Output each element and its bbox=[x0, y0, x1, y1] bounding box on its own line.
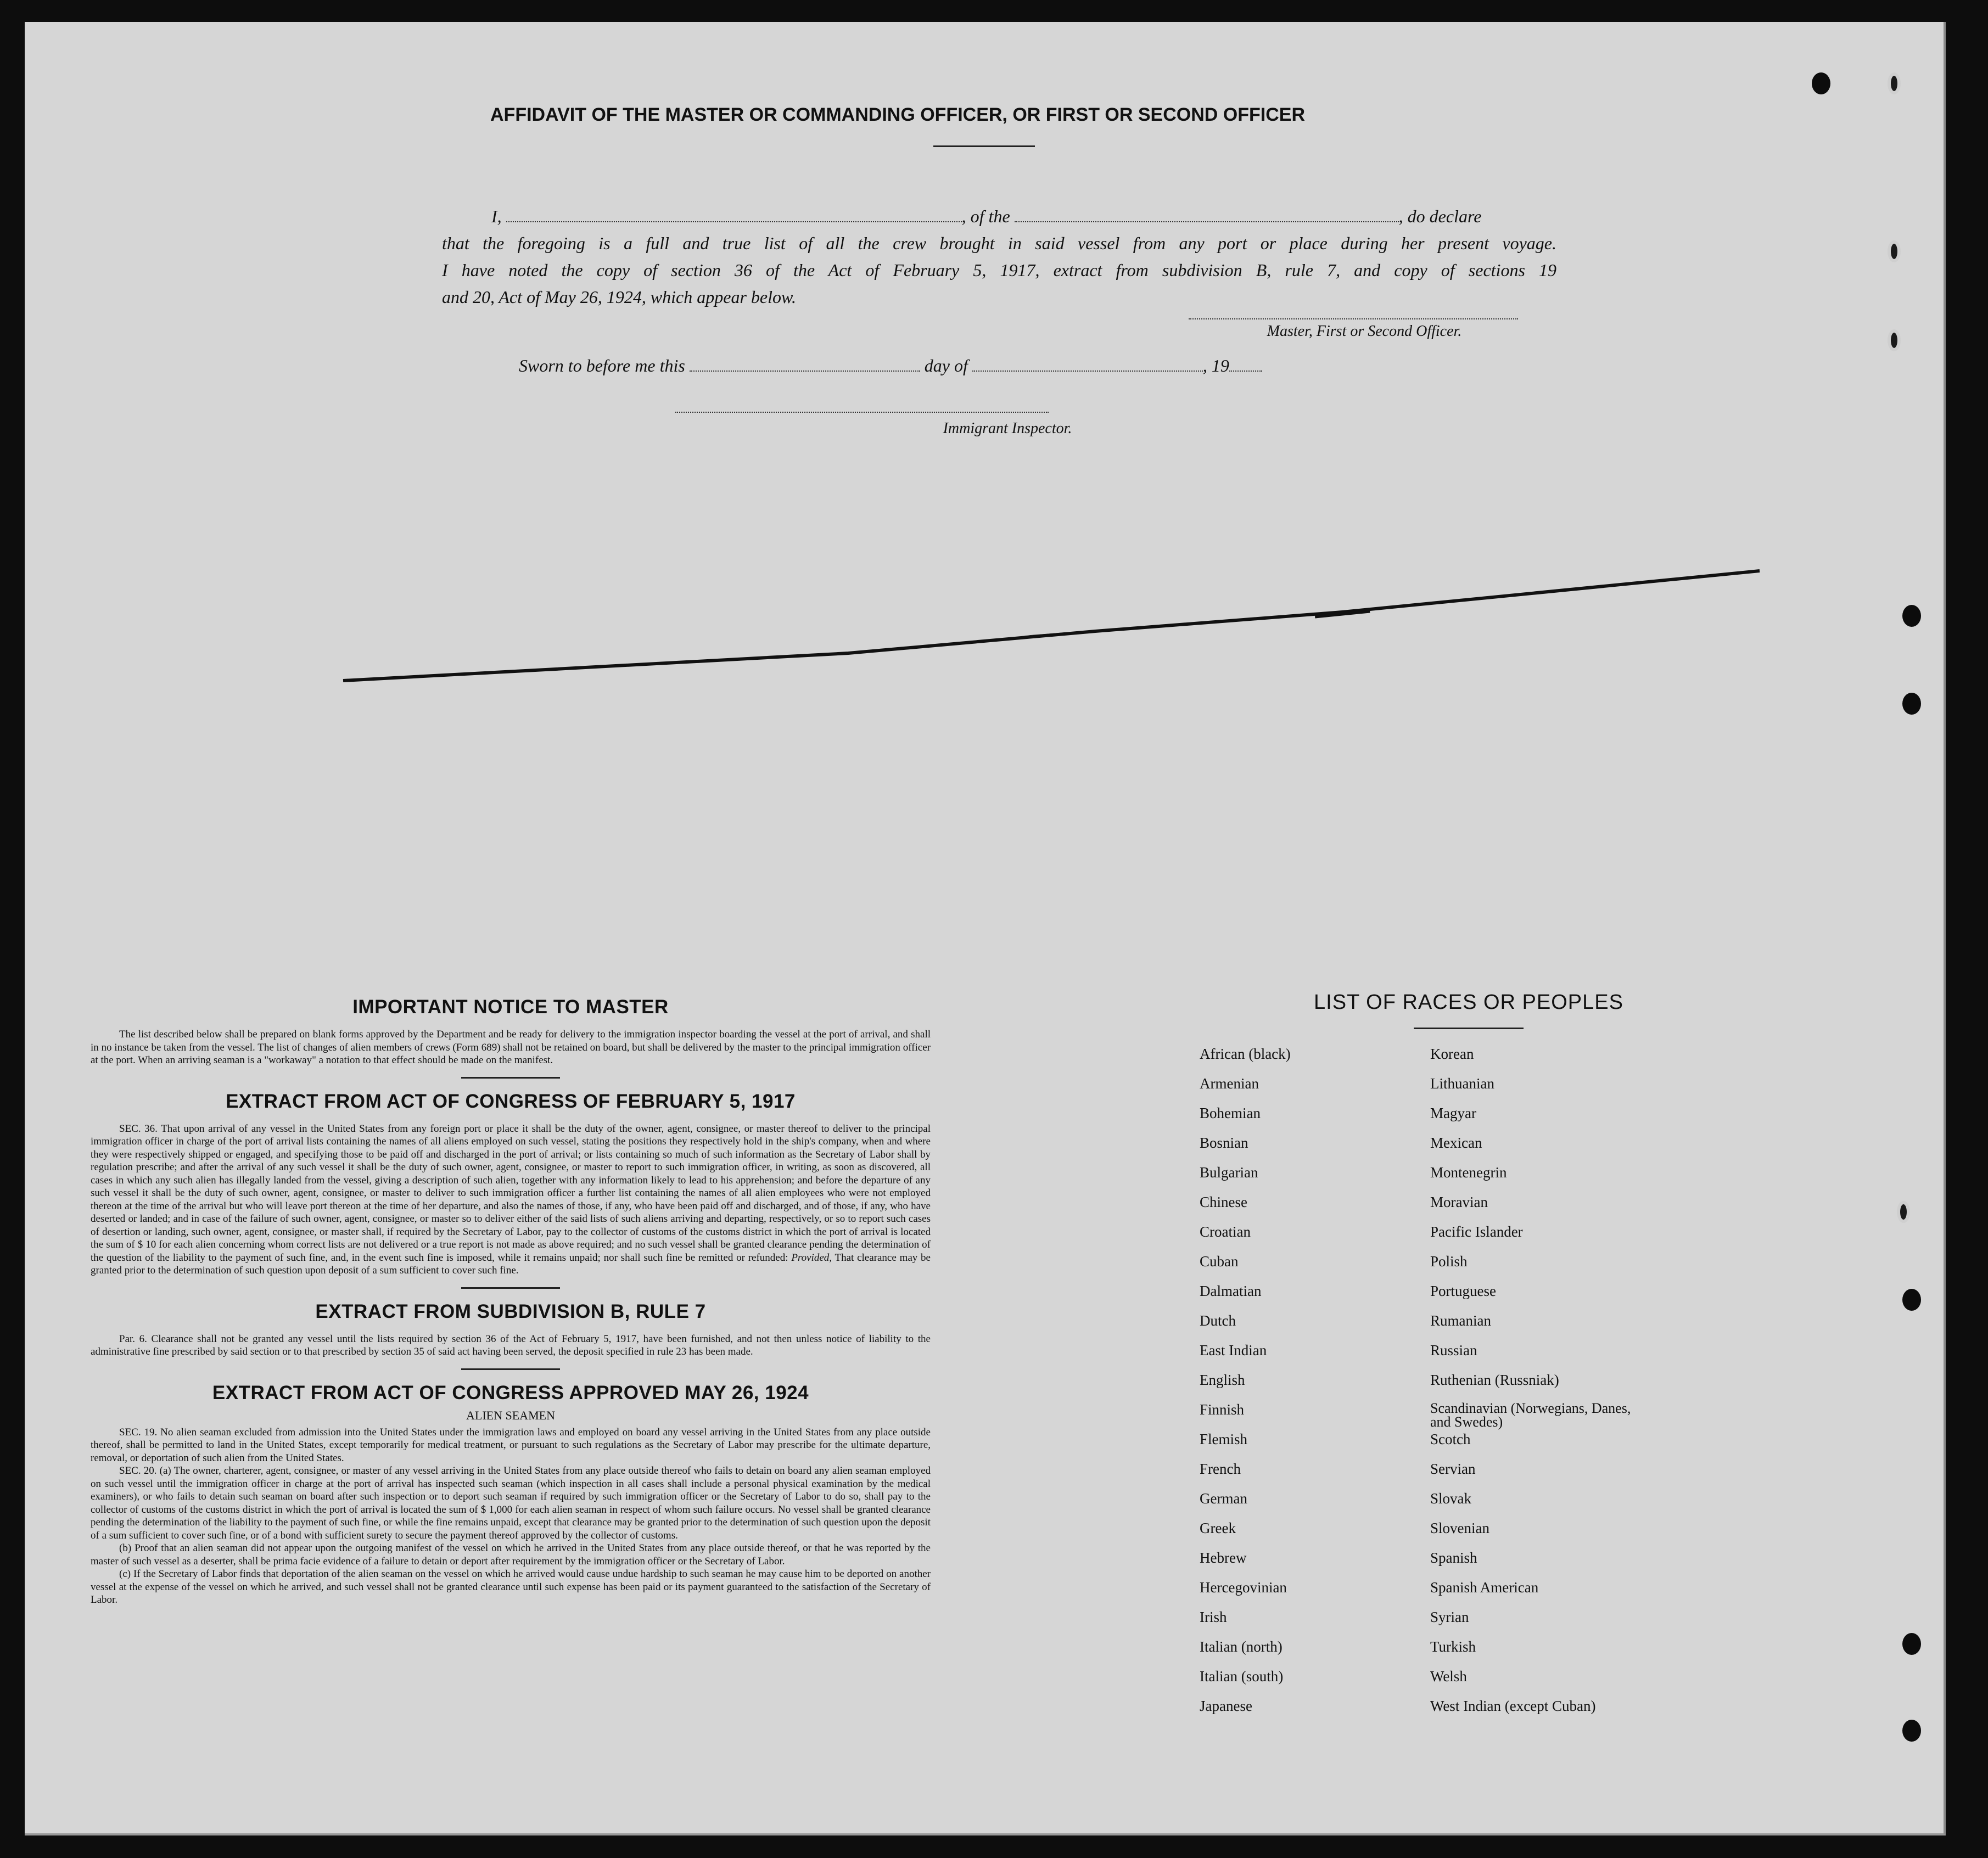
declaration-line-1: that the foregoing is a full and true list of all the crew brought in said vessel from any port or place during her present voyage. bbox=[442, 233, 1556, 253]
race-item: West Indian (except Cuban) bbox=[1430, 1698, 1596, 1714]
race-item: Italian (south) bbox=[1200, 1668, 1284, 1685]
document-sheet bbox=[25, 22, 1946, 1835]
race-column-left bbox=[1200, 1046, 1441, 1727]
race-item: Slovak bbox=[1430, 1490, 1472, 1507]
race-item: Welsh bbox=[1430, 1668, 1467, 1685]
section-divider bbox=[461, 1368, 560, 1370]
race-item: Irish bbox=[1200, 1609, 1227, 1625]
name-field[interactable] bbox=[506, 208, 962, 222]
race-item: Moravian bbox=[1430, 1194, 1488, 1210]
day-of-label: day of bbox=[924, 356, 968, 375]
of-the-label: , of the bbox=[961, 206, 1010, 226]
sec20c-body: (c) If the Secretary of Labor finds that deportation of the alien seaman on the vessel on which he arrived would cause undue hardship to such seaman he may cause him to be deported on another vessel at the expense of the vessel on which he arrived, and such vessel shall not be granted clearance until such expense has been paid or its payment guaranteed to the satisfaction of the Secretary of Labor. bbox=[91, 1568, 931, 1606]
race-item: Scandinavian (Norwegians, Danes, and Swedes) bbox=[1430, 1400, 1631, 1430]
inspector-signature-field[interactable] bbox=[675, 412, 1049, 413]
alien-seamen-subtitle: ALIEN SEAMEN bbox=[466, 1408, 555, 1422]
sworn-day-field[interactable] bbox=[690, 357, 920, 372]
race-item: Lithuanian bbox=[1430, 1075, 1494, 1092]
inspector-label: Immigrant Inspector. bbox=[943, 420, 1072, 437]
extract-1917-body bbox=[91, 1122, 931, 1277]
sec20b-body: (b) Proof that an alien seaman did not appear upon the outgoing manifest of the vessel on which he arrived in the United States from any place outside thereof, or that he was reported by the master of such vessel as a deserter, shall be prima facie evidence of a failure to detain or deport after requirement by the immigration officer or the Secretary of Labor. bbox=[91, 1542, 931, 1567]
race-item: African (black) bbox=[1200, 1046, 1291, 1062]
race-item: Montenegrin bbox=[1430, 1164, 1507, 1181]
race-item: East Indian bbox=[1200, 1342, 1267, 1359]
sec19-body: SEC. 19. No alien seaman excluded from admission into the United States under the immigration laws and employed on board any vessel arriving in the United States from any place outside thereof, shall be permitted to land in the United States, except temporarily for medical treatment, or pursuant to such regulations as the Secretary of Labor may prescribe for the ultimate departure, removal, or deportation of such alien from the United States. bbox=[91, 1426, 931, 1464]
declaration-line-2: I have noted the copy of section 36 of the Act of February 5, 1917, extract from subdivision B, rule 7, and copy of sections 19 bbox=[442, 260, 1556, 280]
race-item: Servian bbox=[1430, 1461, 1476, 1477]
races-list bbox=[1194, 991, 1743, 1770]
race-item: Finnish bbox=[1200, 1401, 1245, 1418]
race-item: Turkish bbox=[1430, 1638, 1476, 1655]
race-item: Bohemian bbox=[1200, 1105, 1261, 1121]
race-item: Japanese bbox=[1200, 1698, 1252, 1714]
race-item: Hebrew bbox=[1200, 1550, 1247, 1566]
sworn-label: Sworn to before me this bbox=[519, 356, 685, 375]
race-item: Hercegovinian bbox=[1200, 1579, 1287, 1596]
extract-1917-title: EXTRACT FROM ACT OF CONGRESS OF FEBRUARY 5, 1917 bbox=[226, 1090, 796, 1112]
master-signature-label: Master, First or Second Officer. bbox=[1267, 323, 1462, 340]
legal-notices bbox=[91, 996, 931, 1607]
race-item: Armenian bbox=[1200, 1075, 1259, 1092]
title-rule bbox=[933, 145, 1035, 147]
i-label: I, bbox=[491, 206, 502, 226]
race-item: Spanish American bbox=[1430, 1579, 1539, 1596]
race-item: Rumanian bbox=[1430, 1312, 1491, 1329]
races-rule bbox=[1414, 1028, 1524, 1029]
declaration-line-3: and 20, Act of May 26, 1924, which appear below. bbox=[442, 287, 796, 307]
race-item: Chinese bbox=[1200, 1194, 1247, 1210]
race-item: Flemish bbox=[1200, 1431, 1248, 1447]
race-item: Dalmatian bbox=[1200, 1283, 1262, 1299]
race-item: German bbox=[1200, 1490, 1247, 1507]
section-divider bbox=[461, 1077, 560, 1079]
rule7-body: Par. 6. Clearance shall not be granted any vessel until the lists required by section 36 of the Act of February 5, 1917, have been furnished, and not then unless notice of liability to the administrative fine prescribed by said section or to that prescribed by section 35 of said act having been served, the deposit specified in rule 23 has been made. bbox=[91, 1333, 931, 1357]
race-item: English bbox=[1200, 1372, 1245, 1388]
master-signature-field[interactable] bbox=[1189, 318, 1518, 319]
race-item: Dutch bbox=[1200, 1312, 1236, 1329]
races-title: LIST OF RACES OR PEOPLES bbox=[1314, 991, 1623, 1014]
notice-title: IMPORTANT NOTICE TO MASTER bbox=[352, 996, 669, 1018]
race-item: Slovenian bbox=[1430, 1520, 1489, 1536]
race-item: French bbox=[1200, 1461, 1241, 1477]
race-item: Russian bbox=[1430, 1342, 1477, 1359]
race-item: Portuguese bbox=[1430, 1283, 1496, 1299]
race-item: Italian (north) bbox=[1200, 1638, 1283, 1655]
extract-1924-title: EXTRACT FROM ACT OF CONGRESS APPROVED MAY 26, 1924 bbox=[212, 1382, 809, 1404]
race-item: Syrian bbox=[1430, 1609, 1469, 1625]
sec36-end: That clearance may be granted prior to the determination of such question upon deposit of a sum sufficient to cover such fine. bbox=[91, 1251, 931, 1276]
race-columns bbox=[1194, 1046, 1743, 1770]
race-item: Greek bbox=[1200, 1520, 1236, 1536]
race-item: Croatian bbox=[1200, 1223, 1251, 1240]
sworn-year-field[interactable] bbox=[1229, 357, 1262, 372]
year-label: , 19 bbox=[1202, 356, 1229, 375]
sworn-month-field[interactable] bbox=[972, 357, 1203, 372]
section-divider bbox=[461, 1287, 560, 1289]
rule7-title: EXTRACT FROM SUBDIVISION B, RULE 7 bbox=[315, 1300, 706, 1322]
affidavit-body bbox=[442, 203, 1556, 311]
race-item: Cuban bbox=[1200, 1253, 1239, 1270]
do-declare-label: , do declare bbox=[1398, 206, 1482, 226]
race-item: Pacific Islander bbox=[1430, 1223, 1523, 1240]
race-item: Ruthenian (Russniak) bbox=[1430, 1372, 1559, 1388]
sec20a-body: SEC. 20. (a) The owner, charterer, agent, consignee, or master of any vessel arriving in the United States from any place outside thereof who fails to detain on board any alien seaman employed on such vessel until the immigration officer in charge at the port of arrival has inspected such seaman (which inspection in all cases shall include a personal physical examination by the medical examiners), or who fails to detain such seaman on board after such inspection or to deport such seaman if required by such immigration officer or the Secretary of Labor to do so, shall pay to the collector of customs of the customs district in which the port of arrival is located the sum of $ 1,000 for each alien seaman in respect of whom such failure occurs. No vessel shall be granted clearance pending the determination of the liability to the payment of such fine, or while the fine remains unpaid, except that clearance may be granted prior to the determination of such question upon the deposit of a sum sufficient to cover such fine, or of a bond with sufficient surety to secure the payment thereof approved by the collector of customs. bbox=[91, 1465, 931, 1541]
affidavit-title: AFFIDAVIT OF THE MASTER OR COMMANDING OFFICER, OR FIRST OR SECOND OFFICER bbox=[490, 104, 1305, 125]
race-column-right bbox=[1430, 1046, 1738, 1727]
race-item: Korean bbox=[1430, 1046, 1474, 1062]
vessel-field[interactable] bbox=[1015, 208, 1399, 222]
race-item: Polish bbox=[1430, 1253, 1468, 1270]
proviso-word: Provided, bbox=[791, 1251, 832, 1264]
race-item: Bosnian bbox=[1200, 1135, 1248, 1151]
race-item: Scotch bbox=[1430, 1431, 1471, 1447]
race-item: Spanish bbox=[1430, 1550, 1477, 1566]
race-item: Bulgarian bbox=[1200, 1164, 1258, 1181]
race-item: Magyar bbox=[1430, 1105, 1476, 1121]
race-item: Mexican bbox=[1430, 1135, 1482, 1151]
sec36-text: SEC. 36. That upon arrival of any vessel in the United States from any foreign port or place it shall be the duty of the owner, agent, consignee, or master thereof to deliver to the principal immigration officer in charge of the port of arrival lists containing the names of all aliens employed on such vessel, stating the positions they respectively hold in the ship's company, when and where they were respectively shipped or engaged, and specifying those to be paid off and discharged in the port of arrival; or lists containing so much of such information as the Secretary of Labor shall by regulation prescribe; and after the arrival of any such vessel it shall be the duty of such owner, agent, consignee, or master to report to such immigration officer, in writing, as soon as discovered, all cases in which any such alien has illegally landed from the vessel, giving a description of such alien, together with any information likely to lead to his apprehension; and before the departure of any such vessel it shall be the duty of such owner, agent, consignee, or master to deliver to such immigration officer a further list containing the names of all alien employees who were not employed thereon at the time of the arrival but who will leave port thereon at the time of her departure, and also the names of those, if any, who have been paid off and discharged, and of those, if any, who have deserted or landed; and in case of the failure of such owner, agent, consignee, or master so to deliver either of the said lists of such aliens arriving and departing, respectively, or so to report such cases of desertion or landing, such owner, agent, consignee, or master shall, if required by the Secretary of Labor, pay to the collector of customs of the customs district in which the port of arrival is located the sum of $ 10 for each alien concerning whom correct lists are not delivered or a true report is not made as above required; and no such vessel shall be granted clearance pending the determination of the question of the liability to the payment of such fine, and, in the event such fine is imposed, while it remains unpaid; nor shall such fine be remitted or refunded: bbox=[91, 1122, 931, 1264]
sworn-row bbox=[519, 356, 1342, 376]
notice-body: The list described below shall be prepared on blank forms approved by the Department and be ready for delivery to the immigration inspector boarding the vessel at the port of arrival, and shall in no instance be taken from the vessel. The list of changes of alien members of crews (Form 689) shall not be retained on board, but shall be delivered by the master to the principal immigration officer at the port. When an arriving seaman is a "workaway" a notation to that effect should be made on the manifest. bbox=[91, 1029, 931, 1066]
